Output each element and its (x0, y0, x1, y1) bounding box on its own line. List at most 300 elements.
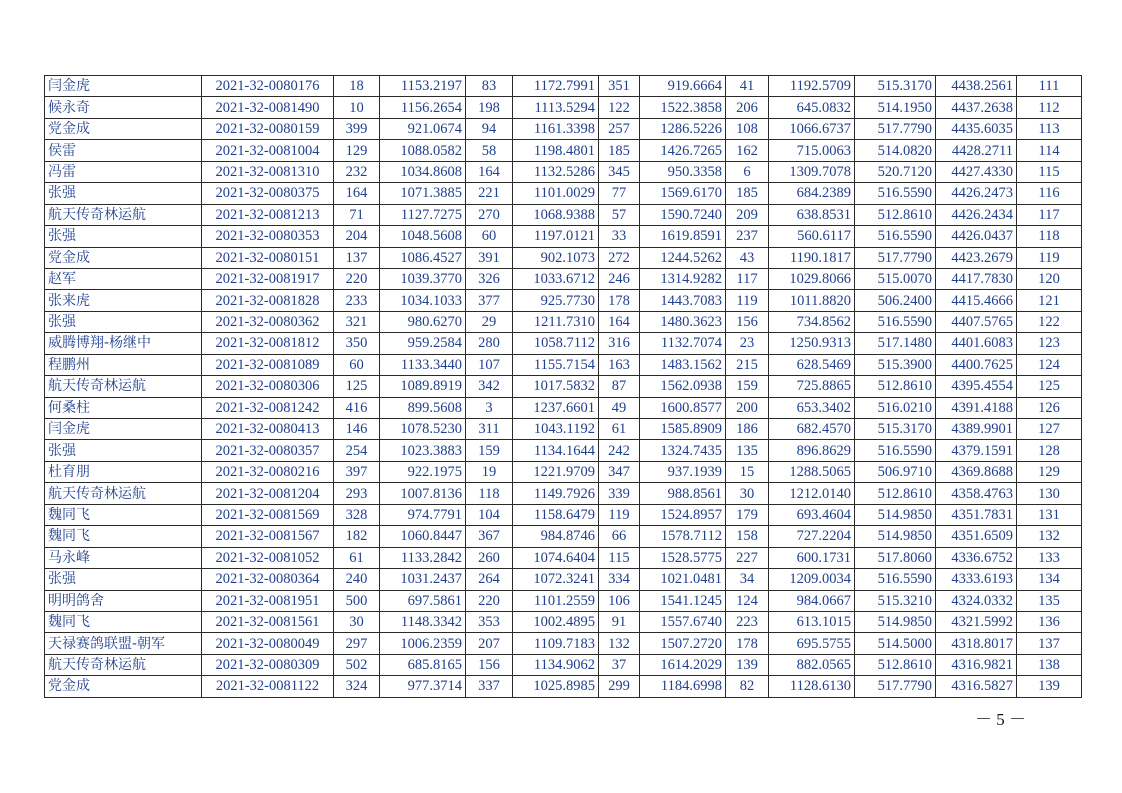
ring-number-cell: 2021-32-0081089 (202, 354, 334, 375)
stage1-rank-cell: 71 (334, 204, 380, 225)
ring-number-cell: 2021-32-0080151 (202, 247, 334, 268)
stage4-rank-cell: 186 (726, 419, 769, 440)
table-row (45, 633, 1082, 654)
stage2-rank-cell: 207 (466, 633, 513, 654)
table-row (45, 204, 1082, 225)
table-row (45, 333, 1082, 354)
stage2-speed-cell: 1113.5294 (513, 97, 599, 118)
stage4-rank-cell: 209 (726, 204, 769, 225)
ring-number-cell: 2021-32-0080362 (202, 311, 334, 332)
stage2-rank-cell: 83 (466, 76, 513, 97)
stage3-speed-cell: 1443.7083 (640, 290, 726, 311)
stage4-speed-cell: 695.5755 (769, 633, 855, 654)
stage3-speed-cell: 1557.6740 (640, 611, 726, 632)
stage1-rank-cell: 220 (334, 268, 380, 289)
stage1-rank-cell: 60 (334, 354, 380, 375)
final-speed-cell: 516.0210 (855, 397, 936, 418)
table-row (45, 440, 1082, 461)
stage1-rank-cell: 233 (334, 290, 380, 311)
stage2-rank-cell: 391 (466, 247, 513, 268)
final-speed-cell: 520.7120 (855, 161, 936, 182)
ring-number-cell: 2021-32-0080176 (202, 76, 334, 97)
ring-number-cell: 2021-32-0081490 (202, 97, 334, 118)
total-score-cell: 4351.7831 (936, 504, 1017, 525)
stage2-speed-cell: 1101.0029 (513, 183, 599, 204)
stage3-rank-cell: 246 (599, 268, 640, 289)
owner-name-cell: 航天传奇林运航 (45, 376, 202, 397)
overall-rank-cell: 113 (1017, 118, 1082, 139)
stage1-rank-cell: 399 (334, 118, 380, 139)
stage3-rank-cell: 334 (599, 569, 640, 590)
stage4-speed-cell: 628.5469 (769, 354, 855, 375)
owner-name-cell: 闫金虎 (45, 76, 202, 97)
stage4-speed-cell: 1128.6130 (769, 676, 855, 697)
stage4-speed-cell: 727.2204 (769, 526, 855, 547)
total-score-cell: 4437.2638 (936, 97, 1017, 118)
stage1-rank-cell: 18 (334, 76, 380, 97)
stage3-speed-cell: 1578.7112 (640, 526, 726, 547)
stage4-speed-cell: 1066.6737 (769, 118, 855, 139)
owner-name-cell: 何桑柱 (45, 397, 202, 418)
table-row (45, 461, 1082, 482)
stage2-rank-cell: 198 (466, 97, 513, 118)
stage2-speed-cell: 1072.3241 (513, 569, 599, 590)
stage1-rank-cell: 10 (334, 97, 380, 118)
stage1-rank-cell: 182 (334, 526, 380, 547)
overall-rank-cell: 112 (1017, 97, 1082, 118)
ring-number-cell: 2021-32-0081213 (202, 204, 334, 225)
total-score-cell: 4336.6752 (936, 547, 1017, 568)
overall-rank-cell: 126 (1017, 397, 1082, 418)
stage1-rank-cell: 137 (334, 247, 380, 268)
stage3-rank-cell: 163 (599, 354, 640, 375)
stage2-rank-cell: 342 (466, 376, 513, 397)
ring-number-cell: 2021-32-0081951 (202, 590, 334, 611)
stage2-speed-cell: 1221.9709 (513, 461, 599, 482)
stage1-speed-cell: 1078.5230 (380, 419, 466, 440)
stage1-speed-cell: 1006.2359 (380, 633, 466, 654)
ring-number-cell: 2021-32-0081561 (202, 611, 334, 632)
owner-name-cell: 杜育朋 (45, 461, 202, 482)
total-score-cell: 4358.4763 (936, 483, 1017, 504)
overall-rank-cell: 118 (1017, 226, 1082, 247)
stage4-rank-cell: 108 (726, 118, 769, 139)
total-score-cell: 4400.7625 (936, 354, 1017, 375)
stage4-speed-cell: 638.8531 (769, 204, 855, 225)
stage4-speed-cell: 1192.5709 (769, 76, 855, 97)
stage1-speed-cell: 685.8165 (380, 654, 466, 675)
stage4-rank-cell: 124 (726, 590, 769, 611)
page-number: － 5 － (975, 710, 1026, 729)
stage1-speed-cell: 1133.2842 (380, 547, 466, 568)
final-speed-cell: 516.5590 (855, 183, 936, 204)
stage4-speed-cell: 1029.8066 (769, 268, 855, 289)
stage1-rank-cell: 125 (334, 376, 380, 397)
stage4-speed-cell: 882.0565 (769, 654, 855, 675)
stage1-rank-cell: 297 (334, 633, 380, 654)
stage1-rank-cell: 324 (334, 676, 380, 697)
owner-name-cell: 侯雷 (45, 140, 202, 161)
stage3-rank-cell: 115 (599, 547, 640, 568)
overall-rank-cell: 136 (1017, 611, 1082, 632)
overall-rank-cell: 124 (1017, 354, 1082, 375)
overall-rank-cell: 139 (1017, 676, 1082, 697)
stage4-rank-cell: 237 (726, 226, 769, 247)
total-score-cell: 4321.5992 (936, 611, 1017, 632)
stage1-rank-cell: 240 (334, 569, 380, 590)
stage1-rank-cell: 502 (334, 654, 380, 675)
final-speed-cell: 516.5590 (855, 569, 936, 590)
stage1-speed-cell: 1023.3883 (380, 440, 466, 461)
stage4-speed-cell: 1250.9313 (769, 333, 855, 354)
stage4-speed-cell: 600.1731 (769, 547, 855, 568)
stage3-speed-cell: 1600.8577 (640, 397, 726, 418)
stage1-speed-cell: 1034.1033 (380, 290, 466, 311)
final-speed-cell: 512.8610 (855, 204, 936, 225)
stage2-speed-cell: 1149.7926 (513, 483, 599, 504)
stage4-rank-cell: 30 (726, 483, 769, 504)
stage1-speed-cell: 974.7791 (380, 504, 466, 525)
stage1-rank-cell: 164 (334, 183, 380, 204)
ring-number-cell: 2021-32-0081052 (202, 547, 334, 568)
overall-rank-cell: 133 (1017, 547, 1082, 568)
stage3-rank-cell: 351 (599, 76, 640, 97)
stage3-speed-cell: 988.8561 (640, 483, 726, 504)
table-row (45, 504, 1082, 525)
stage3-speed-cell: 1562.0938 (640, 376, 726, 397)
stage3-rank-cell: 347 (599, 461, 640, 482)
stage1-speed-cell: 1031.2437 (380, 569, 466, 590)
ring-number-cell: 2021-32-0081204 (202, 483, 334, 504)
final-speed-cell: 512.8610 (855, 654, 936, 675)
final-speed-cell: 514.9850 (855, 611, 936, 632)
stage3-speed-cell: 937.1939 (640, 461, 726, 482)
stage1-speed-cell: 1071.3885 (380, 183, 466, 204)
stage4-rank-cell: 23 (726, 333, 769, 354)
stage3-rank-cell: 66 (599, 526, 640, 547)
total-score-cell: 4407.5765 (936, 311, 1017, 332)
table-row (45, 268, 1082, 289)
stage3-rank-cell: 178 (599, 290, 640, 311)
stage3-rank-cell: 164 (599, 311, 640, 332)
overall-rank-cell: 115 (1017, 161, 1082, 182)
stage2-rank-cell: 159 (466, 440, 513, 461)
stage2-rank-cell: 264 (466, 569, 513, 590)
ring-number-cell: 2021-32-0081569 (202, 504, 334, 525)
overall-rank-cell: 116 (1017, 183, 1082, 204)
final-speed-cell: 514.9850 (855, 526, 936, 547)
owner-name-cell: 天禄赛鸽联盟-朝军 (45, 633, 202, 654)
stage2-speed-cell: 1134.9062 (513, 654, 599, 675)
stage1-speed-cell: 1034.8608 (380, 161, 466, 182)
results-table (44, 75, 1082, 698)
stage1-rank-cell: 146 (334, 419, 380, 440)
stage2-speed-cell: 1033.6712 (513, 268, 599, 289)
stage3-speed-cell: 1324.7435 (640, 440, 726, 461)
stage4-rank-cell: 119 (726, 290, 769, 311)
stage3-rank-cell: 242 (599, 440, 640, 461)
stage4-speed-cell: 684.2389 (769, 183, 855, 204)
total-score-cell: 4415.4666 (936, 290, 1017, 311)
total-score-cell: 4369.8688 (936, 461, 1017, 482)
overall-rank-cell: 137 (1017, 633, 1082, 654)
total-score-cell: 4379.1591 (936, 440, 1017, 461)
stage3-rank-cell: 77 (599, 183, 640, 204)
owner-name-cell: 航天传奇林运航 (45, 654, 202, 675)
stage1-rank-cell: 350 (334, 333, 380, 354)
stage4-rank-cell: 206 (726, 97, 769, 118)
stage2-rank-cell: 367 (466, 526, 513, 547)
owner-name-cell: 航天传奇林运航 (45, 204, 202, 225)
stage1-rank-cell: 254 (334, 440, 380, 461)
stage4-rank-cell: 156 (726, 311, 769, 332)
table-row (45, 311, 1082, 332)
final-speed-cell: 514.5000 (855, 633, 936, 654)
stage4-rank-cell: 41 (726, 76, 769, 97)
table-row (45, 140, 1082, 161)
stage1-rank-cell: 321 (334, 311, 380, 332)
stage4-speed-cell: 1288.5065 (769, 461, 855, 482)
stage2-speed-cell: 1158.6479 (513, 504, 599, 525)
ring-number-cell: 2021-32-0081242 (202, 397, 334, 418)
stage1-speed-cell: 697.5861 (380, 590, 466, 611)
stage3-rank-cell: 119 (599, 504, 640, 525)
ring-number-cell: 2021-32-0081828 (202, 290, 334, 311)
overall-rank-cell: 119 (1017, 247, 1082, 268)
stage2-speed-cell: 1058.7112 (513, 333, 599, 354)
total-score-cell: 4426.2473 (936, 183, 1017, 204)
stage2-speed-cell: 1237.6601 (513, 397, 599, 418)
stage4-speed-cell: 984.0667 (769, 590, 855, 611)
table-row (45, 183, 1082, 204)
stage4-rank-cell: 117 (726, 268, 769, 289)
stage2-rank-cell: 221 (466, 183, 513, 204)
final-speed-cell: 514.9850 (855, 504, 936, 525)
stage3-rank-cell: 316 (599, 333, 640, 354)
stage3-speed-cell: 1184.6998 (640, 676, 726, 697)
stage4-rank-cell: 162 (726, 140, 769, 161)
stage3-speed-cell: 1483.1562 (640, 354, 726, 375)
stage3-speed-cell: 1244.5262 (640, 247, 726, 268)
owner-name-cell: 张强 (45, 440, 202, 461)
stage2-speed-cell: 1198.4801 (513, 140, 599, 161)
owner-name-cell: 党金成 (45, 676, 202, 697)
stage1-speed-cell: 977.3714 (380, 676, 466, 697)
stage3-rank-cell: 185 (599, 140, 640, 161)
stage2-speed-cell: 1211.7310 (513, 311, 599, 332)
stage2-rank-cell: 58 (466, 140, 513, 161)
stage1-speed-cell: 1060.8447 (380, 526, 466, 547)
owner-name-cell: 威腾博翔-杨继中 (45, 333, 202, 354)
stage2-rank-cell: 3 (466, 397, 513, 418)
final-speed-cell: 512.8610 (855, 483, 936, 504)
stage3-speed-cell: 1132.7074 (640, 333, 726, 354)
stage1-speed-cell: 1007.8136 (380, 483, 466, 504)
table-row (45, 97, 1082, 118)
stage2-rank-cell: 270 (466, 204, 513, 225)
total-score-cell: 4318.8017 (936, 633, 1017, 654)
stage1-speed-cell: 1086.4527 (380, 247, 466, 268)
stage4-rank-cell: 200 (726, 397, 769, 418)
overall-rank-cell: 138 (1017, 654, 1082, 675)
stage2-rank-cell: 377 (466, 290, 513, 311)
overall-rank-cell: 135 (1017, 590, 1082, 611)
table-row (45, 76, 1082, 97)
stage3-rank-cell: 57 (599, 204, 640, 225)
total-score-cell: 4316.9821 (936, 654, 1017, 675)
stage1-speed-cell: 1039.3770 (380, 268, 466, 289)
stage4-speed-cell: 560.6117 (769, 226, 855, 247)
final-speed-cell: 515.3900 (855, 354, 936, 375)
table-row (45, 247, 1082, 268)
stage4-rank-cell: 178 (726, 633, 769, 654)
owner-name-cell: 航天传奇林运航 (45, 483, 202, 504)
stage2-speed-cell: 1134.1644 (513, 440, 599, 461)
stage1-speed-cell: 1127.7275 (380, 204, 466, 225)
stage4-rank-cell: 34 (726, 569, 769, 590)
stage4-rank-cell: 223 (726, 611, 769, 632)
owner-name-cell: 张强 (45, 226, 202, 247)
stage4-speed-cell: 682.4570 (769, 419, 855, 440)
overall-rank-cell: 129 (1017, 461, 1082, 482)
owner-name-cell: 党金成 (45, 118, 202, 139)
stage4-speed-cell: 1309.7078 (769, 161, 855, 182)
overall-rank-cell: 123 (1017, 333, 1082, 354)
total-score-cell: 4401.6083 (936, 333, 1017, 354)
stage3-rank-cell: 339 (599, 483, 640, 504)
ring-number-cell: 2021-32-0080306 (202, 376, 334, 397)
overall-rank-cell: 122 (1017, 311, 1082, 332)
stage4-speed-cell: 645.0832 (769, 97, 855, 118)
final-speed-cell: 516.5590 (855, 440, 936, 461)
table-row (45, 569, 1082, 590)
total-score-cell: 4435.6035 (936, 118, 1017, 139)
total-score-cell: 4391.4188 (936, 397, 1017, 418)
total-score-cell: 4423.2679 (936, 247, 1017, 268)
total-score-cell: 4389.9901 (936, 419, 1017, 440)
total-score-cell: 4426.0437 (936, 226, 1017, 247)
stage4-rank-cell: 15 (726, 461, 769, 482)
stage1-speed-cell: 1153.2197 (380, 76, 466, 97)
overall-rank-cell: 127 (1017, 419, 1082, 440)
stage4-rank-cell: 215 (726, 354, 769, 375)
stage4-rank-cell: 227 (726, 547, 769, 568)
stage2-rank-cell: 107 (466, 354, 513, 375)
overall-rank-cell: 125 (1017, 376, 1082, 397)
table-row (45, 654, 1082, 675)
table-row (45, 590, 1082, 611)
stage2-speed-cell: 1068.9388 (513, 204, 599, 225)
stage2-rank-cell: 220 (466, 590, 513, 611)
table-row (45, 118, 1082, 139)
stage3-speed-cell: 1507.2720 (640, 633, 726, 654)
final-speed-cell: 515.0070 (855, 268, 936, 289)
final-speed-cell: 512.8610 (855, 376, 936, 397)
stage2-speed-cell: 925.7730 (513, 290, 599, 311)
stage4-speed-cell: 734.8562 (769, 311, 855, 332)
final-speed-cell: 517.7790 (855, 118, 936, 139)
stage2-speed-cell: 984.8746 (513, 526, 599, 547)
stage1-rank-cell: 30 (334, 611, 380, 632)
overall-rank-cell: 130 (1017, 483, 1082, 504)
total-score-cell: 4426.2434 (936, 204, 1017, 225)
stage2-rank-cell: 94 (466, 118, 513, 139)
owner-name-cell: 张强 (45, 569, 202, 590)
total-score-cell: 4333.6193 (936, 569, 1017, 590)
stage1-speed-cell: 1088.0582 (380, 140, 466, 161)
stage3-speed-cell: 919.6664 (640, 76, 726, 97)
stage3-speed-cell: 1021.0481 (640, 569, 726, 590)
stage3-rank-cell: 106 (599, 590, 640, 611)
overall-rank-cell: 117 (1017, 204, 1082, 225)
stage3-speed-cell: 1314.9282 (640, 268, 726, 289)
stage2-speed-cell: 1043.1192 (513, 419, 599, 440)
owner-name-cell: 闫金虎 (45, 419, 202, 440)
owner-name-cell: 赵军 (45, 268, 202, 289)
stage3-rank-cell: 299 (599, 676, 640, 697)
ring-number-cell: 2021-32-0080364 (202, 569, 334, 590)
ring-number-cell: 2021-32-0081812 (202, 333, 334, 354)
ring-number-cell: 2021-32-0081122 (202, 676, 334, 697)
stage3-speed-cell: 1569.6170 (640, 183, 726, 204)
stage4-rank-cell: 179 (726, 504, 769, 525)
ring-number-cell: 2021-32-0080353 (202, 226, 334, 247)
owner-name-cell: 魏同飞 (45, 611, 202, 632)
ring-number-cell: 2021-32-0080216 (202, 461, 334, 482)
ring-number-cell: 2021-32-0081917 (202, 268, 334, 289)
stage4-rank-cell: 6 (726, 161, 769, 182)
owner-name-cell: 魏同飞 (45, 526, 202, 547)
stage3-rank-cell: 37 (599, 654, 640, 675)
stage1-rank-cell: 500 (334, 590, 380, 611)
owner-name-cell: 张来虎 (45, 290, 202, 311)
table-row (45, 354, 1082, 375)
owner-name-cell: 程鹏州 (45, 354, 202, 375)
table-row (45, 290, 1082, 311)
total-score-cell: 4351.6509 (936, 526, 1017, 547)
stage3-speed-cell: 1480.3623 (640, 311, 726, 332)
stage1-rank-cell: 328 (334, 504, 380, 525)
total-score-cell: 4438.2561 (936, 76, 1017, 97)
overall-rank-cell: 131 (1017, 504, 1082, 525)
ring-number-cell: 2021-32-0080375 (202, 183, 334, 204)
stage3-rank-cell: 49 (599, 397, 640, 418)
total-score-cell: 4427.4330 (936, 161, 1017, 182)
stage2-speed-cell: 1025.8985 (513, 676, 599, 697)
stage3-rank-cell: 257 (599, 118, 640, 139)
table-row (45, 547, 1082, 568)
table-row (45, 376, 1082, 397)
stage2-rank-cell: 164 (466, 161, 513, 182)
stage1-speed-cell: 1156.2654 (380, 97, 466, 118)
stage2-speed-cell: 1132.5286 (513, 161, 599, 182)
owner-name-cell: 张强 (45, 183, 202, 204)
stage4-speed-cell: 1209.0034 (769, 569, 855, 590)
stage3-rank-cell: 91 (599, 611, 640, 632)
final-speed-cell: 517.8060 (855, 547, 936, 568)
stage3-rank-cell: 87 (599, 376, 640, 397)
stage1-rank-cell: 397 (334, 461, 380, 482)
stage2-rank-cell: 353 (466, 611, 513, 632)
stage3-rank-cell: 61 (599, 419, 640, 440)
stage3-rank-cell: 132 (599, 633, 640, 654)
final-speed-cell: 515.3170 (855, 76, 936, 97)
stage4-speed-cell: 1190.1817 (769, 247, 855, 268)
overall-rank-cell: 134 (1017, 569, 1082, 590)
stage1-speed-cell: 922.1975 (380, 461, 466, 482)
total-score-cell: 4324.0332 (936, 590, 1017, 611)
final-speed-cell: 517.7790 (855, 247, 936, 268)
